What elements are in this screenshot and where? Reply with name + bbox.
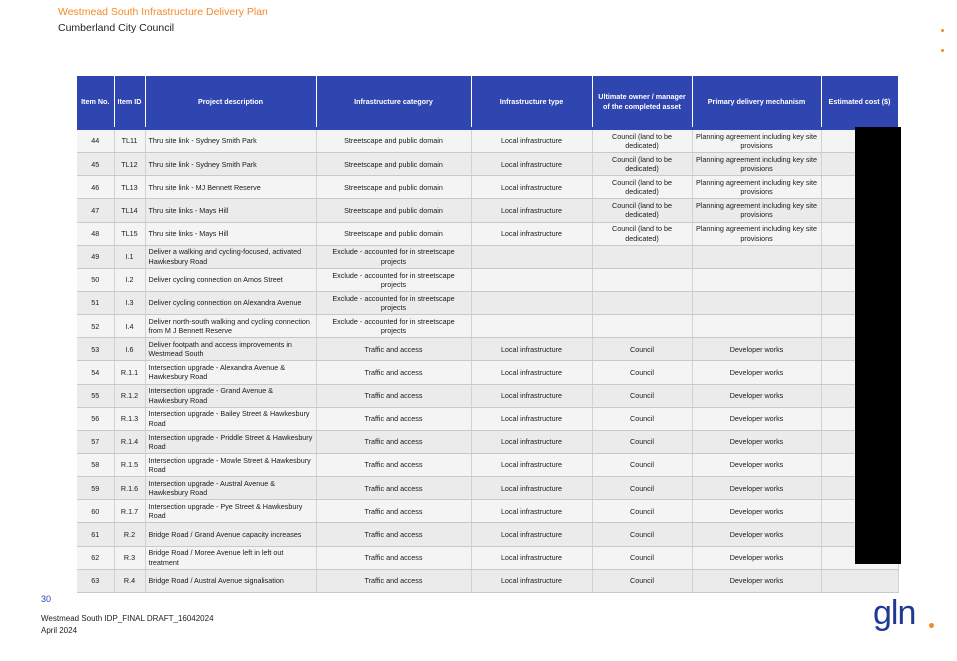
- table-cell: Streetscape and public domain: [316, 153, 471, 176]
- table-cell: 51: [77, 291, 114, 314]
- table-row: [77, 268, 898, 291]
- table-cell: R.1.6: [114, 477, 145, 500]
- table-header-row: [77, 76, 898, 129]
- table-cell: [692, 268, 821, 291]
- table-row: [77, 315, 898, 338]
- table-cell: Local infrastructure: [471, 453, 592, 476]
- table-row: [77, 500, 898, 523]
- table-cell: Developer works: [692, 361, 821, 384]
- table-row: [77, 430, 898, 453]
- table-cell: Local infrastructure: [471, 176, 592, 199]
- table-cell: Traffic and access: [316, 407, 471, 430]
- table-cell: TL11: [114, 129, 145, 153]
- table-row: [77, 129, 898, 153]
- table-cell: 54: [77, 361, 114, 384]
- table-cell: Bridge Road / Grand Avenue capacity increases: [145, 523, 316, 546]
- table-cell: Intersection upgrade - Bailey Street & Hawkesbury Road: [145, 407, 316, 430]
- table-cell: Developer works: [692, 523, 821, 546]
- table-cell: [592, 245, 692, 268]
- table-cell: [592, 291, 692, 314]
- redaction-block: [855, 127, 901, 564]
- table-cell: Traffic and access: [316, 546, 471, 569]
- table-cell: R.1.2: [114, 384, 145, 407]
- table-cell: 46: [77, 176, 114, 199]
- table-cell: Local infrastructure: [471, 500, 592, 523]
- table-cell: 56: [77, 407, 114, 430]
- table-cell: Council (land to be dedicated): [592, 176, 692, 199]
- table-cell: Local infrastructure: [471, 477, 592, 500]
- table-cell: [692, 245, 821, 268]
- table-cell: Developer works: [692, 569, 821, 592]
- table-cell: Planning agreement including key site provisions: [692, 199, 821, 222]
- table-row: [77, 245, 898, 268]
- table-cell: Traffic and access: [316, 338, 471, 361]
- table-cell: Developer works: [692, 500, 821, 523]
- table-cell: Developer works: [692, 477, 821, 500]
- table-cell: TL12: [114, 153, 145, 176]
- table-cell: Local infrastructure: [471, 407, 592, 430]
- table-cell: Council (land to be dedicated): [592, 199, 692, 222]
- table-cell: TL15: [114, 222, 145, 245]
- table-cell: Local infrastructure: [471, 384, 592, 407]
- page-number: 30: [41, 594, 52, 604]
- table-cell: [692, 315, 821, 338]
- table-cell: 61: [77, 523, 114, 546]
- table-cell: Exclude - accounted for in streetscape projects: [316, 245, 471, 268]
- document-name: Westmead South IDP_FINAL DRAFT_16042024: [41, 614, 214, 623]
- table-cell: Local infrastructure: [471, 129, 592, 153]
- table-cell: 63: [77, 569, 114, 592]
- table-cell: Deliver cycling connection on Amos Street: [145, 268, 316, 291]
- column-header: Item ID: [114, 76, 145, 129]
- table-cell: 60: [77, 500, 114, 523]
- table-cell: Local infrastructure: [471, 430, 592, 453]
- table-cell: Streetscape and public domain: [316, 222, 471, 245]
- table-cell: Traffic and access: [316, 361, 471, 384]
- table-cell: Traffic and access: [316, 569, 471, 592]
- table-row: [77, 523, 898, 546]
- table-cell: Council: [592, 500, 692, 523]
- table-cell: [692, 291, 821, 314]
- table-cell: Deliver footpath and access improvements in Westmead South: [145, 338, 316, 361]
- document-title: Westmead South Infrastructure Delivery Plan: [58, 6, 268, 18]
- table-cell: [471, 291, 592, 314]
- table-cell: Planning agreement including key site provisions: [692, 129, 821, 153]
- table-cell: I.1: [114, 245, 145, 268]
- table-cell: Intersection upgrade - Priddle Street & Hawkesbury Road: [145, 430, 316, 453]
- table-cell: 55: [77, 384, 114, 407]
- table-cell: R.1.1: [114, 361, 145, 384]
- table-cell: Intersection upgrade - Grand Avenue & Hawkesbury Road: [145, 384, 316, 407]
- table-cell: Developer works: [692, 430, 821, 453]
- decorative-dot: [941, 29, 944, 32]
- table-cell: R.1.4: [114, 430, 145, 453]
- table-cell: Deliver a walking and cycling-focused, activated Hawkesbury Road: [145, 245, 316, 268]
- table-cell: [471, 268, 592, 291]
- table-cell: 62: [77, 546, 114, 569]
- table-cell: 57: [77, 430, 114, 453]
- table-row: [77, 453, 898, 476]
- table-cell: Intersection upgrade - Pye Street & Hawkesbury Road: [145, 500, 316, 523]
- table-cell: Traffic and access: [316, 384, 471, 407]
- table-cell: [471, 245, 592, 268]
- table-cell: Council (land to be dedicated): [592, 153, 692, 176]
- table-cell: 48: [77, 222, 114, 245]
- table-cell: I.6: [114, 338, 145, 361]
- table-cell: Council (land to be dedicated): [592, 222, 692, 245]
- table-cell: Planning agreement including key site provisions: [692, 176, 821, 199]
- column-header: Ultimate owner / manager of the completed asset: [592, 76, 692, 129]
- table-cell: R.1.3: [114, 407, 145, 430]
- table-cell: 53: [77, 338, 114, 361]
- table-cell: 50: [77, 268, 114, 291]
- table-cell: Council: [592, 430, 692, 453]
- table-cell: I.2: [114, 268, 145, 291]
- table-cell: Bridge Road / Austral Avenue signalisation: [145, 569, 316, 592]
- table-cell: Bridge Road / Moree Avenue left in left out treatment: [145, 546, 316, 569]
- column-header: Primary delivery mechanism: [692, 76, 821, 129]
- table-cell: Council: [592, 523, 692, 546]
- table-cell: Local infrastructure: [471, 546, 592, 569]
- table-cell: 45: [77, 153, 114, 176]
- logo-dot: [929, 623, 934, 628]
- table-body: [77, 129, 898, 593]
- table-row: [77, 199, 898, 222]
- column-header: Estimated cost ($): [821, 76, 898, 129]
- table-cell: Planning agreement including key site provisions: [692, 153, 821, 176]
- table-cell: R.2: [114, 523, 145, 546]
- table-cell: [471, 315, 592, 338]
- table-cell: Developer works: [692, 453, 821, 476]
- table-row: [77, 477, 898, 500]
- table-cell: Intersection upgrade - Austral Avenue & Hawkesbury Road: [145, 477, 316, 500]
- table-row: [77, 222, 898, 245]
- table-cell: Thru site links - Mays Hill: [145, 199, 316, 222]
- table-cell: Developer works: [692, 546, 821, 569]
- table-cell: Developer works: [692, 384, 821, 407]
- table-cell: Intersection upgrade - Alexandra Avenue & Hawkesbury Road: [145, 361, 316, 384]
- table-cell: Local infrastructure: [471, 569, 592, 592]
- table-row: [77, 338, 898, 361]
- table-cell: Exclude - accounted for in streetscape projects: [316, 268, 471, 291]
- table-cell: Council: [592, 407, 692, 430]
- table-cell: Local infrastructure: [471, 523, 592, 546]
- table-cell: I.4: [114, 315, 145, 338]
- table-cell: Local infrastructure: [471, 153, 592, 176]
- column-header: Infrastructure type: [471, 76, 592, 129]
- table-row: [77, 569, 898, 592]
- document-date: April 2024: [41, 626, 78, 635]
- table-cell: Local infrastructure: [471, 361, 592, 384]
- table-cell: [821, 569, 898, 592]
- table-cell: TL14: [114, 199, 145, 222]
- table-cell: R.1.7: [114, 500, 145, 523]
- table-cell: Local infrastructure: [471, 338, 592, 361]
- table-cell: Developer works: [692, 338, 821, 361]
- table-cell: Developer works: [692, 407, 821, 430]
- table-cell: Local infrastructure: [471, 199, 592, 222]
- table-cell: Deliver cycling connection on Alexandra Avenue: [145, 291, 316, 314]
- table-cell: Deliver north-south walking and cycling connection from M J Bennett Reserve: [145, 315, 316, 338]
- column-header: Project description: [145, 76, 316, 129]
- table-cell: Traffic and access: [316, 430, 471, 453]
- table-cell: Thru site link - Sydney Smith Park: [145, 129, 316, 153]
- table-cell: Council: [592, 338, 692, 361]
- column-header: Infrastructure category: [316, 76, 471, 129]
- table-cell: Council: [592, 361, 692, 384]
- table-cell: Local infrastructure: [471, 222, 592, 245]
- table-cell: Council: [592, 546, 692, 569]
- table-cell: Traffic and access: [316, 523, 471, 546]
- table-cell: 47: [77, 199, 114, 222]
- infrastructure-table: [77, 76, 899, 593]
- table-cell: 59: [77, 477, 114, 500]
- table-cell: R.1.5: [114, 453, 145, 476]
- table-cell: R.4: [114, 569, 145, 592]
- table-cell: Exclude - accounted for in streetscape projects: [316, 291, 471, 314]
- table-cell: 58: [77, 453, 114, 476]
- table-cell: 52: [77, 315, 114, 338]
- table-cell: I.3: [114, 291, 145, 314]
- table-cell: Council: [592, 384, 692, 407]
- document-subtitle: Cumberland City Council: [58, 22, 175, 34]
- table-row: [77, 361, 898, 384]
- table-cell: Thru site link - Sydney Smith Park: [145, 153, 316, 176]
- table-row: [77, 176, 898, 199]
- table-cell: TL13: [114, 176, 145, 199]
- table-cell: Council (land to be dedicated): [592, 129, 692, 153]
- table-cell: Thru site link - MJ Bennett Reserve: [145, 176, 316, 199]
- table-cell: Thru site links - Mays Hill: [145, 222, 316, 245]
- table-cell: Streetscape and public domain: [316, 129, 471, 153]
- table-cell: Streetscape and public domain: [316, 176, 471, 199]
- table-cell: Streetscape and public domain: [316, 199, 471, 222]
- table-cell: Exclude - accounted for in streetscape projects: [316, 315, 471, 338]
- table-cell: Traffic and access: [316, 453, 471, 476]
- table-cell: [592, 268, 692, 291]
- column-header: Item No.: [77, 76, 114, 129]
- table-cell: R.3: [114, 546, 145, 569]
- table-row: [77, 291, 898, 314]
- table-cell: [592, 315, 692, 338]
- table-cell: Planning agreement including key site provisions: [692, 222, 821, 245]
- table-cell: 49: [77, 245, 114, 268]
- table-cell: Council: [592, 453, 692, 476]
- table-row: [77, 546, 898, 569]
- table-row: [77, 384, 898, 407]
- table-row: [77, 153, 898, 176]
- table-row: [77, 407, 898, 430]
- gln-logo: gln: [873, 594, 916, 632]
- decorative-dot: [941, 49, 944, 52]
- table-cell: Traffic and access: [316, 500, 471, 523]
- table-cell: Council: [592, 477, 692, 500]
- table-cell: Traffic and access: [316, 477, 471, 500]
- table-cell: 44: [77, 129, 114, 153]
- table-cell: Intersection upgrade - Mowle Street & Hawkesbury Road: [145, 453, 316, 476]
- table-cell: Council: [592, 569, 692, 592]
